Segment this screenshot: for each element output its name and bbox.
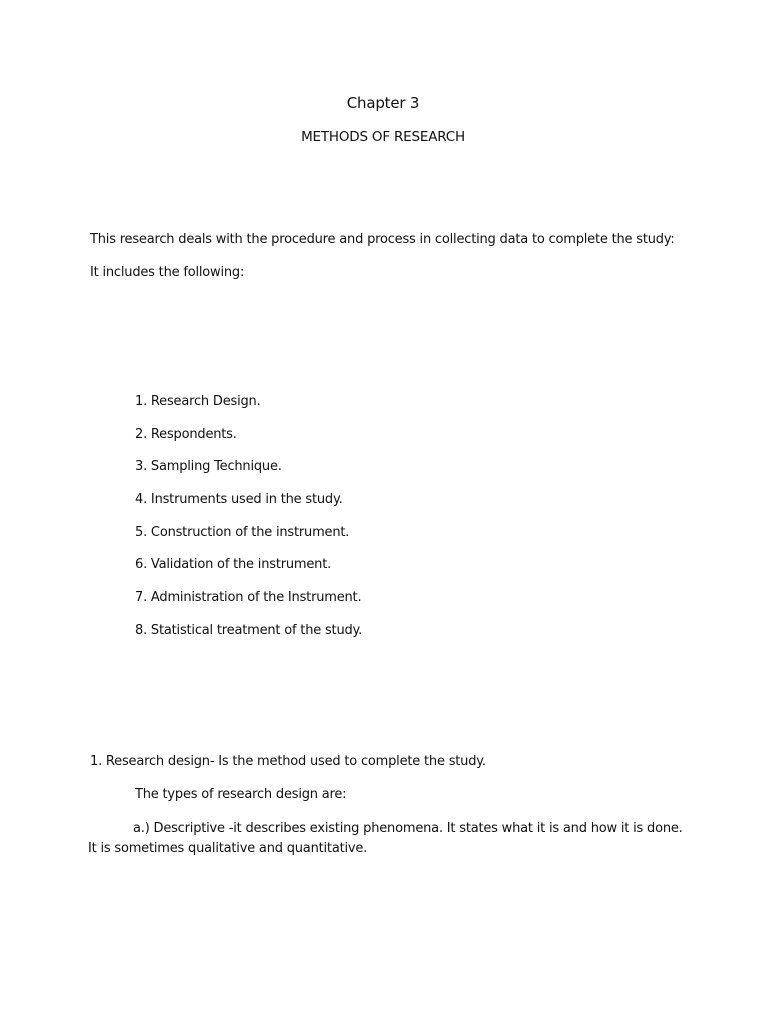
descriptive-paragraph: a.) Descriptive -it describes existing phenomena. It states what it is and how it is done. It is sometimes qualitative and quantitative. [88,821,683,856]
list-item: 8. Statistical treatment of the study. [135,623,363,638]
intro-paragraph: This research deals with the procedure and process in collecting data to complete the study: [90,232,675,247]
list-item: 3. Sampling Technique. [135,459,282,474]
list-item: 1. Research Design. [135,394,261,409]
list-item: 6. Validation of the instrument. [135,557,332,572]
list-item: 2. Respondents. [135,427,237,442]
list-item: 5. Construction of the instrument. [135,525,350,540]
section-heading: METHODS OF RESEARCH [301,129,465,145]
chapter-title: Chapter 3 [346,94,420,112]
intro-paragraph: It includes the following: [90,265,245,280]
list-item: 7. Administration of the Instrument. [135,590,362,605]
design-types-intro: The types of research design are: [135,787,347,802]
research-design-definition: 1. Research design- Is the method used to complete the study. [90,754,486,769]
list-item: 4. Instruments used in the study. [135,492,343,507]
